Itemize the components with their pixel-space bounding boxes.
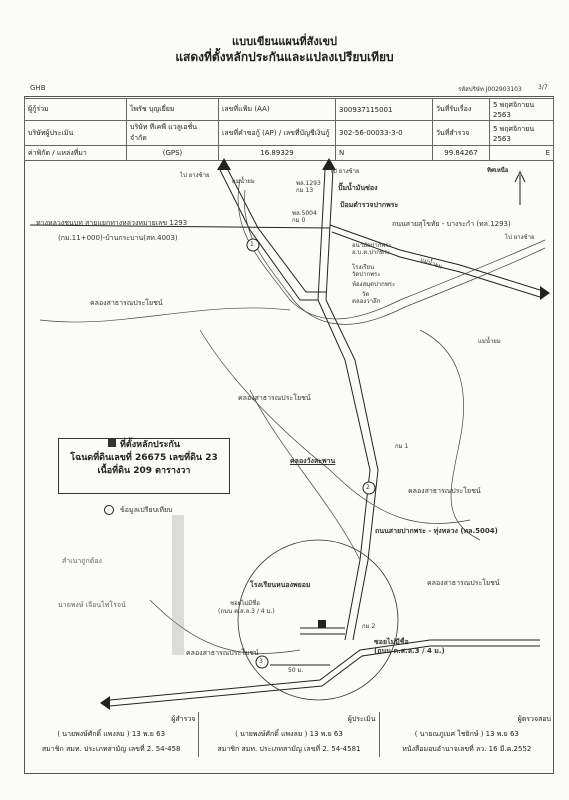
highway-sub-label: (กม.11+000)-บ้านกระบาน(สท.4003) bbox=[58, 234, 178, 242]
coord-source: (GPS) bbox=[127, 146, 219, 161]
corner-code: GHB bbox=[30, 84, 46, 92]
canal-sawap-label: คลองวังสะพาน bbox=[290, 457, 336, 465]
borrower-label: ผู้กู้ร่วม bbox=[25, 99, 127, 121]
canal-left bbox=[40, 308, 290, 322]
arrow-left-icon bbox=[100, 696, 110, 710]
canal-sawap bbox=[250, 390, 360, 560]
stamp-certified: สำเนาถูกต้อง bbox=[62, 557, 102, 565]
appraiser-sign-name: ( นายพงษ์ศักดิ์ แพงลม ) 13 พ.ย 63 bbox=[199, 727, 379, 742]
road-1293-label: ถนนสายสุโขทัย - บางระกำ (ทล.1293) bbox=[392, 220, 511, 228]
reference-number: รหัสบริษัท J002903103 bbox=[458, 86, 522, 93]
collateral-swatch-icon bbox=[108, 439, 116, 447]
appraiser-license: สมาชิก สมท. ประเภทสามัญ เลขที่ 2. 54-4581 bbox=[199, 742, 379, 757]
soi-left2-label: (ถนน ค.ส.ล.3 / 4 ม.) bbox=[218, 608, 275, 615]
pole-km13: กม 13 bbox=[296, 187, 314, 194]
pole-1293: พล.1293 bbox=[296, 180, 321, 187]
received-label: วันที่รับเรื่อง bbox=[433, 99, 490, 121]
hospital-label: อนามัยปากพระ bbox=[352, 242, 392, 249]
compare-circle-icon bbox=[104, 505, 114, 515]
collateral-marker bbox=[318, 620, 326, 628]
surveyor-license: สมาชิก สมท. ประเภทสามัญ เลขที่ 2. 54-458 bbox=[24, 742, 199, 757]
school-top2-label: วัดปากพระ bbox=[352, 271, 381, 278]
marker-1: 1 bbox=[250, 241, 254, 248]
school-top-label: โรงเรียน bbox=[352, 264, 375, 271]
marker-2: 2 bbox=[366, 484, 370, 491]
surveyor-role: ผู้สำรวจ bbox=[24, 712, 199, 727]
to-bangchang-right: ไป ยางซ้าย bbox=[505, 234, 535, 241]
signature-table bbox=[24, 712, 554, 757]
checker-name: ( นายณภูเมศ ไชยิกษ์ ) 13 พ.ย 63 bbox=[414, 730, 519, 738]
canal-center-label: คลองสาธารณประโยชน์ bbox=[238, 394, 311, 402]
soi-left-label: ซอยไม่มีชื่อ bbox=[230, 600, 260, 607]
checker-role: ผู้ตรวจสอบ bbox=[517, 715, 551, 723]
temple-label: วัด bbox=[362, 291, 370, 298]
km-5004: พล.5004 bbox=[292, 210, 317, 217]
received-date: 5 พฤศจิกายน 2563 bbox=[490, 99, 554, 121]
page-number: 3/7 bbox=[538, 84, 548, 91]
market-label: ห้องสมุดปากพระ bbox=[352, 281, 396, 288]
km1-label: กม 1 bbox=[395, 443, 409, 450]
canal-right2-label: คลองสาธารณประโยชน์ bbox=[427, 579, 500, 587]
canal-right bbox=[420, 330, 480, 540]
hospital2-label: อ.บ.ต.ปากพระ bbox=[352, 249, 391, 256]
request-label: เลขที่คำขอกู้ (AP) / เลขที่บัญชีเงินกู้ bbox=[219, 121, 336, 146]
canal-left-label: คลองสาธารณประโยชน์ bbox=[90, 299, 163, 307]
soi-right2-label: (ถนน ค.ส.ล.3 / 4 ม.) bbox=[374, 647, 445, 655]
legend-compare: ข้อมูลเปรียบเทียบ bbox=[104, 505, 173, 516]
temple2-label: คลองวาลึก bbox=[352, 298, 381, 305]
coord-label: ค่าพิกัด / แหล่งที่มา bbox=[25, 146, 127, 161]
file-number: 300937115001 bbox=[336, 99, 433, 121]
north-arrow-icon bbox=[515, 172, 525, 205]
file-label: เลขที่แฟ้ม (AA) bbox=[219, 99, 336, 121]
gas-station-label: ปั๊มน้ำมันซ่อง bbox=[338, 184, 378, 192]
river-top-label: แม่น้ำยม bbox=[232, 178, 255, 185]
canal-bottom-label: คลองสาธารณประโยชน์ bbox=[186, 649, 259, 657]
legend-collateral: ที่ตั้งหลักประกัน bbox=[59, 439, 229, 452]
river-right-label: แม่น้ำยม bbox=[478, 338, 501, 345]
km2-label: กม 2 bbox=[362, 623, 376, 630]
marker-3: 3 bbox=[259, 658, 263, 665]
legend-area: เนื้อที่ดิน 209 ตารางวา bbox=[97, 466, 191, 476]
road-5004-label: ถนนสายปากพระ - ทุ่งหลวง (ทล.5004) bbox=[375, 527, 498, 535]
to-bangchang-left: ไป ยางซ้าย bbox=[180, 172, 210, 179]
survey-date: 5 พฤศจิกายน 2563 bbox=[490, 121, 554, 146]
latitude: 16.89329 bbox=[219, 146, 336, 161]
borrower-name: ไพรัช บุญเยี่ยม bbox=[127, 99, 219, 121]
checker-license: หนังสือมอบอำนาจเลขที่ ลว. 16 มี.ค.2552 bbox=[402, 745, 532, 753]
appraiser-role: ผู้ประเมิน bbox=[199, 712, 379, 727]
latitude-suffix: N bbox=[336, 146, 433, 161]
appraiser-name: บริษัท ทีเคพี แวลูเอชั่น จำกัด bbox=[127, 121, 219, 146]
arrow-up-icon bbox=[217, 158, 231, 170]
km-0: กม 0 bbox=[292, 217, 306, 224]
legend-box bbox=[58, 438, 230, 494]
school-bottom-label: โรงเรียนหนองพยอม bbox=[250, 581, 311, 589]
distance-label: 50 ม. bbox=[288, 667, 304, 674]
request-number: 302-56-00033-3-0 bbox=[336, 121, 433, 146]
soi-right-label: ซอยไม่มีชื่อ bbox=[374, 638, 409, 646]
document-title: แบบเขียนแผนที่สังเขป bbox=[232, 35, 337, 48]
surveyor-name: ( นายพงษ์ศักดิ์ แพงลม ) 13 พ.ย 63 bbox=[24, 727, 199, 742]
arrow-right-icon bbox=[540, 286, 550, 300]
appraiser-label: บริษัทผู้ประเมิน bbox=[25, 121, 127, 146]
river-mid-label: แม่น้ำยม bbox=[419, 256, 444, 271]
longitude: 99.84267 bbox=[433, 146, 490, 161]
longitude-suffix: E bbox=[490, 146, 554, 161]
scan-smudge bbox=[172, 515, 184, 655]
police-booth-label: ป้อมตำรวจปากพระ bbox=[340, 201, 399, 209]
highway-main-label: ทางหลวงชนบท สายแยกทางหลวงหมายเลข 1293 bbox=[36, 219, 188, 227]
document-subtitle: แสดงที่ตั้งหลักประกันและแปลงเปรียบเทียบ bbox=[175, 50, 394, 64]
legend-deed: โฉนดที่ดินเลขที่ 26675 เลขที่ดิน 23 bbox=[70, 453, 218, 463]
canal-right1-label: คลองสาธารณประโยชน์ bbox=[408, 487, 481, 495]
survey-label: วันที่สำรวจ bbox=[433, 121, 490, 146]
to-bangchang-mid: ไป ยางซ้าย bbox=[330, 168, 360, 175]
stamp-name: นายพงษ์ เจือนไพโรจน์ bbox=[58, 601, 126, 609]
north-label: ทิศเหนือ bbox=[487, 167, 509, 174]
